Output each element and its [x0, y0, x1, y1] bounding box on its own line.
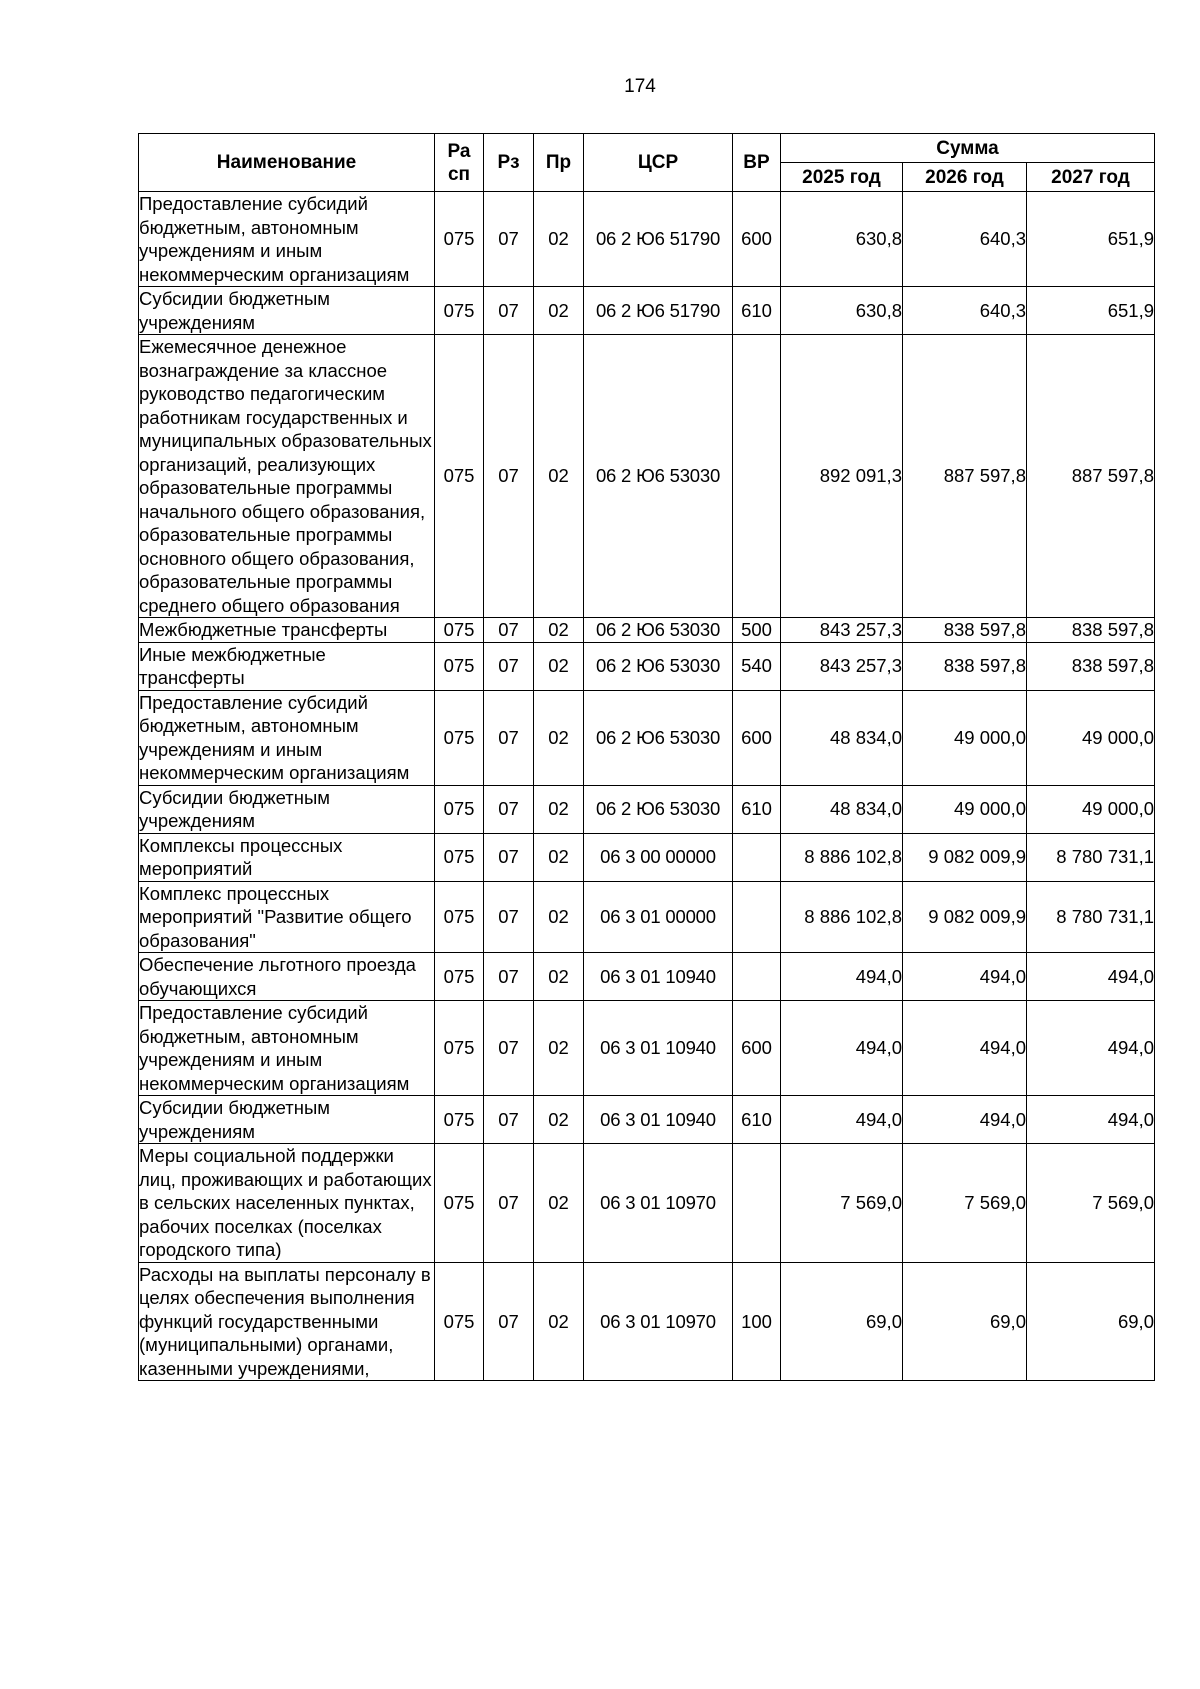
cell-2026: 494,0	[903, 1096, 1027, 1144]
cell-2027: 494,0	[1027, 1001, 1155, 1096]
table-row	[139, 881, 1155, 953]
cell-name: Меры социальной поддержки лиц, проживающих и работающих в сельских населенных пунктах, рабочих поселках (поселках городского типа)	[139, 1144, 435, 1263]
cell-2026: 494,0	[903, 953, 1027, 1001]
cell-2027: 49 000,0	[1027, 785, 1155, 833]
table-row	[139, 953, 1155, 1001]
cell-2026: 49 000,0	[903, 785, 1027, 833]
cell-rasp: 075	[435, 690, 484, 785]
cell-2026: 640,3	[903, 192, 1027, 287]
cell-vr: 610	[733, 785, 781, 833]
cell-name: Ежемесячное денежное вознаграждение за классное руководство педагогическим работникам государственных и муниципальных образовательных организаций, реализующих образовательные программы начального общего образования, образовательные программы основного общего образования, образовательные программы среднего общего образования	[139, 335, 435, 618]
cell-vr	[733, 881, 781, 953]
cell-vr	[733, 335, 781, 618]
cell-2025: 494,0	[781, 1096, 903, 1144]
cell-vr: 600	[733, 1001, 781, 1096]
cell-name: Комплексы процессных мероприятий	[139, 833, 435, 881]
cell-vr: 610	[733, 287, 781, 335]
cell-csr: 06 2 Ю6 53030	[584, 642, 733, 690]
cell-2027: 7 569,0	[1027, 1144, 1155, 1263]
table-row	[139, 192, 1155, 287]
cell-csr: 06 3 01 10940	[584, 1001, 733, 1096]
cell-name: Расходы на выплаты персоналу в целях обеспечения выполнения функций государственными (муниципальными) органами, казенными учреждениями,	[139, 1262, 435, 1381]
cell-rasp: 075	[435, 618, 484, 643]
cell-rasp: 075	[435, 1001, 484, 1096]
table-row	[139, 618, 1155, 643]
cell-name: Субсидии бюджетным учреждениям	[139, 287, 435, 335]
cell-2025: 69,0	[781, 1262, 903, 1381]
cell-rz: 07	[484, 618, 534, 643]
cell-pr: 02	[534, 881, 584, 953]
table-row	[139, 642, 1155, 690]
cell-name: Предоставление субсидий бюджетным, автономным учреждениям и иным некоммерческим организациям	[139, 690, 435, 785]
cell-vr: 540	[733, 642, 781, 690]
cell-vr	[733, 1144, 781, 1263]
header-rasp-top: Ра	[447, 140, 471, 162]
cell-rz: 07	[484, 1144, 534, 1263]
table-header	[139, 134, 1155, 192]
cell-vr	[733, 953, 781, 1001]
cell-2025: 8 886 102,8	[781, 833, 903, 881]
cell-name: Обеспечение льготного проезда обучающихся	[139, 953, 435, 1001]
cell-2025: 7 569,0	[781, 1144, 903, 1263]
cell-rasp: 075	[435, 785, 484, 833]
header-rasp	[435, 134, 484, 192]
header-rasp-bottom: сп	[447, 163, 471, 185]
table-body	[139, 192, 1155, 1381]
cell-rz: 07	[484, 192, 534, 287]
cell-csr: 06 2 Ю6 53030	[584, 618, 733, 643]
cell-name: Иные межбюджетные трансферты	[139, 642, 435, 690]
cell-pr: 02	[534, 1144, 584, 1263]
cell-2026: 838 597,8	[903, 618, 1027, 643]
cell-pr: 02	[534, 192, 584, 287]
cell-2025: 843 257,3	[781, 642, 903, 690]
cell-vr: 600	[733, 690, 781, 785]
cell-pr: 02	[534, 1262, 584, 1381]
cell-pr: 02	[534, 833, 584, 881]
budget-table	[138, 133, 1155, 1381]
cell-2026: 49 000,0	[903, 690, 1027, 785]
cell-rasp: 075	[435, 192, 484, 287]
cell-name: Предоставление субсидий бюджетным, автономным учреждениям и иным некоммерческим организациям	[139, 1001, 435, 1096]
cell-name: Субсидии бюджетным учреждениям	[139, 785, 435, 833]
header-year-2027: 2027 год	[1027, 163, 1155, 192]
cell-2025: 892 091,3	[781, 335, 903, 618]
cell-vr: 610	[733, 1096, 781, 1144]
cell-rz: 07	[484, 953, 534, 1001]
table-row	[139, 287, 1155, 335]
header-year-2025: 2025 год	[781, 163, 903, 192]
cell-2025: 494,0	[781, 953, 903, 1001]
header-csr: ЦСР	[584, 134, 733, 192]
cell-name: Комплекс процессных мероприятий "Развитие общего образования"	[139, 881, 435, 953]
cell-csr: 06 3 01 10970	[584, 1262, 733, 1381]
cell-rasp: 075	[435, 287, 484, 335]
cell-rasp: 075	[435, 881, 484, 953]
cell-rasp: 075	[435, 1262, 484, 1381]
cell-2026: 7 569,0	[903, 1144, 1027, 1263]
cell-csr: 06 2 Ю6 53030	[584, 335, 733, 618]
cell-pr: 02	[534, 1096, 584, 1144]
cell-csr: 06 2 Ю6 51790	[584, 192, 733, 287]
cell-vr: 500	[733, 618, 781, 643]
cell-csr: 06 3 00 00000	[584, 833, 733, 881]
header-name: Наименование	[139, 134, 435, 192]
cell-csr: 06 2 Ю6 51790	[584, 287, 733, 335]
cell-2026: 640,3	[903, 287, 1027, 335]
cell-2025: 494,0	[781, 1001, 903, 1096]
cell-2026: 887 597,8	[903, 335, 1027, 618]
cell-pr: 02	[534, 335, 584, 618]
cell-rasp: 075	[435, 335, 484, 618]
header-summa: Сумма	[781, 134, 1155, 163]
cell-pr: 02	[534, 642, 584, 690]
cell-2026: 69,0	[903, 1262, 1027, 1381]
cell-csr: 06 3 01 10970	[584, 1144, 733, 1263]
cell-2027: 494,0	[1027, 1096, 1155, 1144]
cell-vr: 100	[733, 1262, 781, 1381]
cell-name: Субсидии бюджетным учреждениям	[139, 1096, 435, 1144]
header-vr: ВР	[733, 134, 781, 192]
table-row	[139, 335, 1155, 618]
cell-2025: 48 834,0	[781, 785, 903, 833]
cell-pr: 02	[534, 953, 584, 1001]
cell-rasp: 075	[435, 1096, 484, 1144]
cell-pr: 02	[534, 1001, 584, 1096]
cell-2025: 8 886 102,8	[781, 881, 903, 953]
table-row	[139, 690, 1155, 785]
table-row	[139, 1262, 1155, 1381]
cell-2026: 838 597,8	[903, 642, 1027, 690]
cell-rasp: 075	[435, 833, 484, 881]
cell-pr: 02	[534, 618, 584, 643]
table-row	[139, 1144, 1155, 1263]
cell-csr: 06 3 01 00000	[584, 881, 733, 953]
cell-csr: 06 2 Ю6 53030	[584, 785, 733, 833]
cell-rz: 07	[484, 690, 534, 785]
table-row	[139, 785, 1155, 833]
cell-pr: 02	[534, 690, 584, 785]
page-number: 174	[624, 76, 656, 97]
cell-name: Межбюджетные трансферты	[139, 618, 435, 643]
cell-2027: 8 780 731,1	[1027, 833, 1155, 881]
table-row	[139, 833, 1155, 881]
cell-rz: 07	[484, 1262, 534, 1381]
cell-vr	[733, 833, 781, 881]
cell-rz: 07	[484, 642, 534, 690]
cell-2027: 838 597,8	[1027, 642, 1155, 690]
cell-rz: 07	[484, 335, 534, 618]
cell-2027: 69,0	[1027, 1262, 1155, 1381]
cell-csr: 06 2 Ю6 53030	[584, 690, 733, 785]
cell-2026: 494,0	[903, 1001, 1027, 1096]
cell-rasp: 075	[435, 642, 484, 690]
cell-csr: 06 3 01 10940	[584, 953, 733, 1001]
cell-pr: 02	[534, 785, 584, 833]
cell-name: Предоставление субсидий бюджетным, автономным учреждениям и иным некоммерческим организациям	[139, 192, 435, 287]
cell-2026: 9 082 009,9	[903, 833, 1027, 881]
cell-rz: 07	[484, 881, 534, 953]
cell-rz: 07	[484, 833, 534, 881]
cell-pr: 02	[534, 287, 584, 335]
cell-rz: 07	[484, 785, 534, 833]
cell-2026: 9 082 009,9	[903, 881, 1027, 953]
cell-2027: 8 780 731,1	[1027, 881, 1155, 953]
cell-rz: 07	[484, 1001, 534, 1096]
cell-rz: 07	[484, 287, 534, 335]
header-rz: Рз	[484, 134, 534, 192]
table-row	[139, 1096, 1155, 1144]
cell-rasp: 075	[435, 953, 484, 1001]
cell-2027: 651,9	[1027, 287, 1155, 335]
cell-2025: 630,8	[781, 287, 903, 335]
cell-2025: 630,8	[781, 192, 903, 287]
cell-2025: 48 834,0	[781, 690, 903, 785]
cell-2027: 494,0	[1027, 953, 1155, 1001]
cell-2027: 887 597,8	[1027, 335, 1155, 618]
cell-rasp: 075	[435, 1144, 484, 1263]
cell-2027: 651,9	[1027, 192, 1155, 287]
cell-2027: 838 597,8	[1027, 618, 1155, 643]
cell-2025: 843 257,3	[781, 618, 903, 643]
cell-2027: 49 000,0	[1027, 690, 1155, 785]
table-row	[139, 1001, 1155, 1096]
header-year-2026: 2026 год	[903, 163, 1027, 192]
cell-csr: 06 3 01 10940	[584, 1096, 733, 1144]
cell-rz: 07	[484, 1096, 534, 1144]
cell-vr: 600	[733, 192, 781, 287]
header-pr: Пр	[534, 134, 584, 192]
